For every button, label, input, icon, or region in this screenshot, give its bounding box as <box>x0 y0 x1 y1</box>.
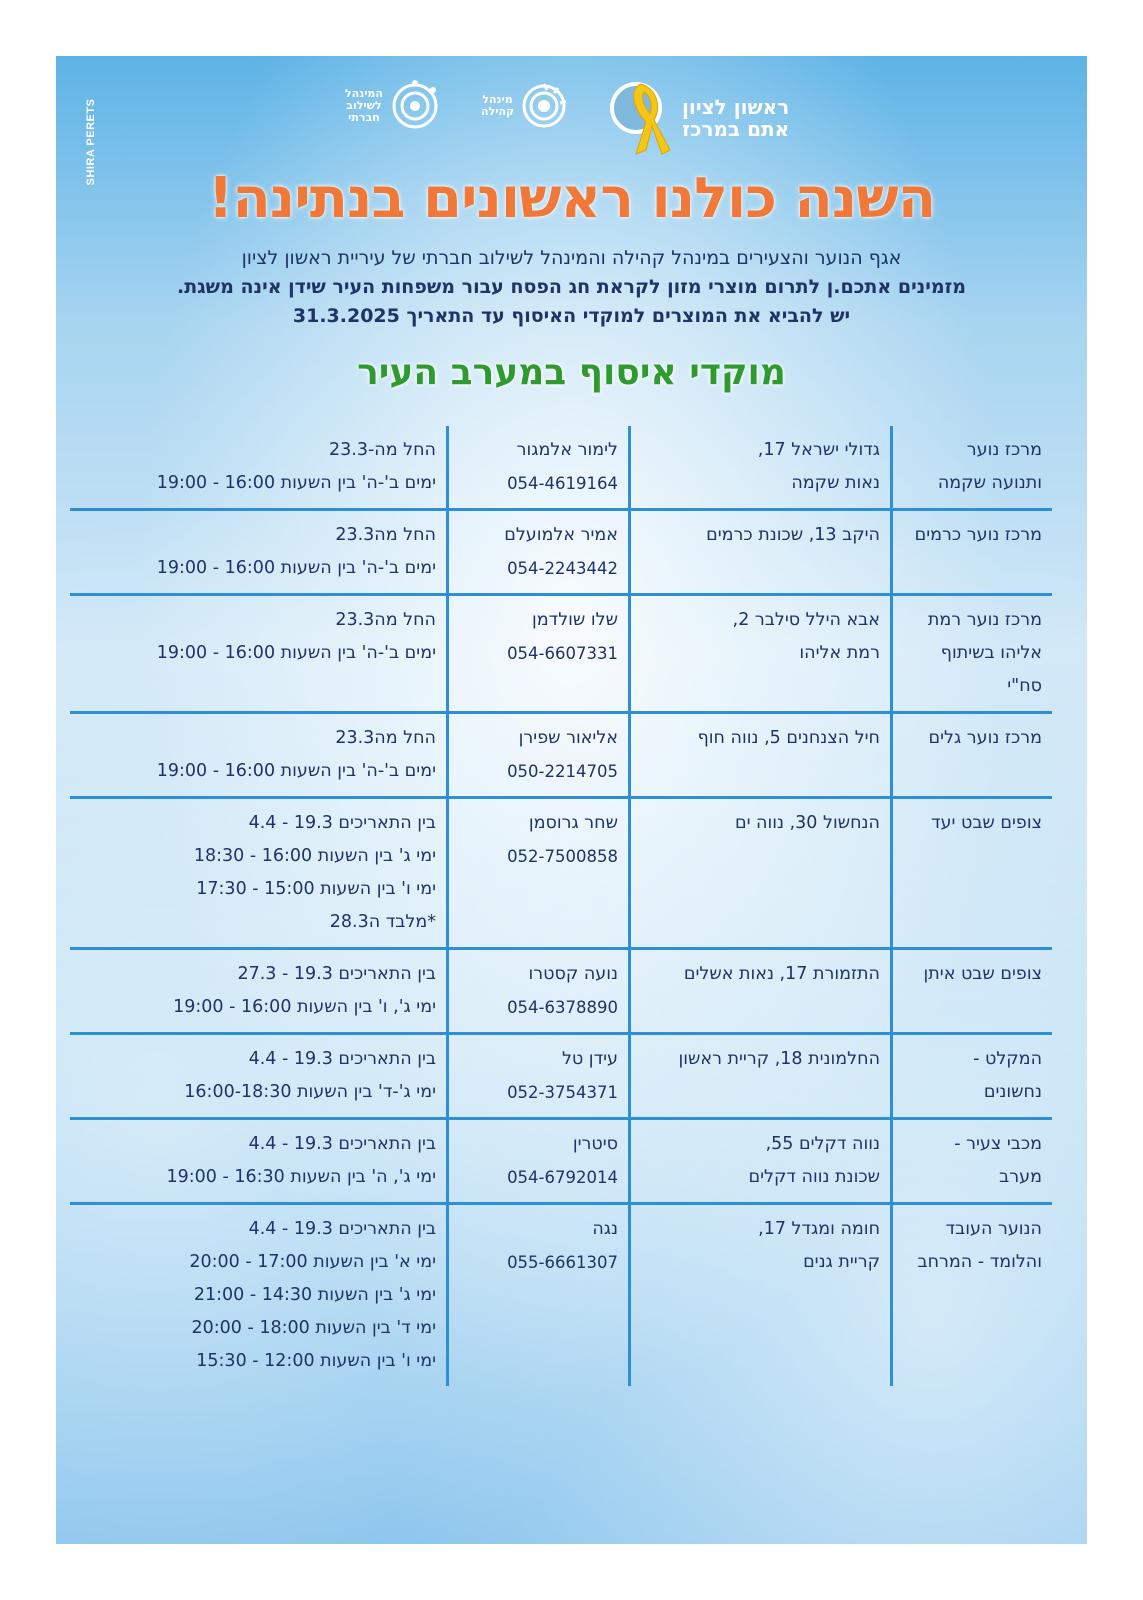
intro-line-3: יש להביא את המוצרים למוקדי האיסוף עד התאריך 31.3.2025 <box>292 305 851 327</box>
table-row <box>70 950 1052 1035</box>
contact-phone: 054-6792014 <box>507 1168 618 1187</box>
community-admin-logo <box>481 82 568 130</box>
hours-line: ימי ו' בין השעות 15:00 - 17:30 <box>196 879 436 899</box>
contact-name: שחר גרוסמן <box>528 813 618 833</box>
table-row <box>70 714 1052 799</box>
credit-text: SHIRA PERETS <box>85 98 97 186</box>
hours-cell <box>70 1205 446 1386</box>
hours-line: *מלבד ה28.3 <box>329 912 436 932</box>
swirl-icon <box>389 80 441 132</box>
contact-phone: 050-2214705 <box>507 762 618 781</box>
address-cell: היקב 13, שכונת כרמים <box>628 511 890 593</box>
intro-line-2: מזמינים אתכם.ן לתרום מוצרי מזון לקראת חג הפסח עבור משפחות העיר שידן אינה משגת. <box>176 276 966 298</box>
hours-cell <box>70 714 446 796</box>
yellow-ribbon-icon <box>606 80 676 156</box>
contact-cell <box>446 714 628 796</box>
hours-line: ימי ד' בין השעות 18:00 - 20:00 <box>191 1318 436 1338</box>
hours-line: ימי ג', ה' בין השעות 16:30 - 19:00 <box>166 1167 436 1187</box>
table-row <box>70 1120 1052 1205</box>
contact-name: שלו שולדמן <box>532 610 618 630</box>
headline: השנה כולנו ראשונים בנתינה! <box>207 166 936 231</box>
hours-line: בין התאריכים 19.3 - 4.4 <box>248 1049 436 1069</box>
hours-line: החל מה23.3 <box>335 610 436 630</box>
contact-phone: 052-7500858 <box>507 847 618 866</box>
hours-line: החל מה23.3 <box>335 728 436 748</box>
hours-line: ימים ב'-ה' בין השעות 16:00 - 19:00 <box>156 558 436 578</box>
place-cell: מרכז נוער רמת אליהו בשיתוף סח"י <box>890 596 1052 711</box>
hours-cell <box>70 1035 446 1117</box>
hours-cell <box>70 426 446 508</box>
hours-cell <box>70 799 446 947</box>
hours-cell <box>70 950 446 1032</box>
table-row <box>70 1205 1052 1386</box>
place-cell: המקלט - נחשונים <box>890 1035 1052 1117</box>
table-row <box>70 1035 1052 1120</box>
table-row <box>70 596 1052 714</box>
contact-name: נועה קסטרו <box>528 964 618 984</box>
contact-cell <box>446 1120 628 1202</box>
place-cell: הנוער העובד והלומד - המרחב <box>890 1205 1052 1386</box>
table-row <box>70 799 1052 950</box>
table-row <box>70 511 1052 596</box>
social-integration-logo <box>345 80 441 132</box>
contact-name: לימור אלמגור <box>516 440 618 460</box>
contact-cell <box>446 596 628 711</box>
address-cell: חומה ומגדל 17, קריית גנים <box>628 1205 890 1386</box>
hours-line: בין התאריכים 19.3 - 4.4 <box>248 1134 436 1154</box>
address-cell: התזמורת 17, נאות אשלים <box>628 950 890 1032</box>
place-cell: מרכז נוער כרמים <box>890 511 1052 593</box>
address-cell: חיל הצנחנים 5, נווה חוף <box>628 714 890 796</box>
contact-cell <box>446 950 628 1032</box>
hours-cell <box>70 1120 446 1202</box>
place-cell: צופים שבט יעד <box>890 799 1052 947</box>
address-cell: החלמונית 18, קריית ראשון <box>628 1035 890 1117</box>
hours-cell <box>70 596 446 711</box>
contact-phone: 052-3754371 <box>507 1083 618 1102</box>
address-cell: גדולי ישראל 17, נאות שקמה <box>628 426 890 508</box>
hours-line: ימים ב'-ה' בין השעות 16:00 - 19:00 <box>156 473 436 493</box>
hours-line: ימי א' בין השעות 17:00 - 20:00 <box>189 1252 436 1272</box>
contact-name: סיטרין <box>572 1134 618 1154</box>
contact-name: נגה <box>592 1219 618 1239</box>
hours-line: בין התאריכים 19.3 - 27.3 <box>237 964 436 984</box>
contact-cell <box>446 799 628 947</box>
contact-cell <box>446 426 628 508</box>
social-logo-text: המינהל לשילוב חברתי <box>345 87 383 124</box>
contact-phone: 054-6378890 <box>507 998 618 1017</box>
hours-line: ימי ג' בין השעות 14:30 - 21:00 <box>193 1285 436 1305</box>
address-cell: נווה דקלים 55, שכונת נווה דקלים <box>628 1120 890 1202</box>
contact-phone: 055-6661307 <box>507 1253 618 1272</box>
table-row <box>70 426 1052 511</box>
contact-name: אליאור שפירן <box>518 728 618 748</box>
contact-phone: 054-4619164 <box>507 474 618 493</box>
place-cell: מרכז נוער גלים <box>890 714 1052 796</box>
contact-phone: 054-6607331 <box>507 644 618 663</box>
contact-cell <box>446 1035 628 1117</box>
hours-line: החל מה-23.3 <box>329 440 436 460</box>
spiral-icon <box>520 82 568 130</box>
hours-line: ימים ב'-ה' בין השעות 16:00 - 19:00 <box>156 761 436 781</box>
contact-cell <box>446 511 628 593</box>
hours-line: בין התאריכים 19.3 - 4.4 <box>248 1219 436 1239</box>
hours-line: ימים ב'-ה' בין השעות 16:00 - 19:00 <box>156 643 436 663</box>
place-cell: צופים שבט איתן <box>890 950 1052 1032</box>
collection-points-heading: מוקדי איסוף במערב העיר <box>357 352 786 393</box>
place-cell: מרכז נוער ותנועה שקמה <box>890 426 1052 508</box>
rishon-logo-text: ראשון לציון אתם במרכז <box>682 95 790 141</box>
hours-line: ימי ג'-ד' בין השעות 16:00-18:30 <box>184 1082 436 1102</box>
hours-line: ימי ו' בין השעות 12:00 - 15:30 <box>196 1351 436 1371</box>
hours-line: ימי ג', ו' בין השעות 16:00 - 19:00 <box>173 997 436 1017</box>
hours-line: החל מה23.3 <box>335 525 436 545</box>
address-cell: הנחשול 30, נווה ים <box>628 799 890 947</box>
intro-line-1: אגף הנוער והצעירים במינהל קהילה והמינהל לשילוב חברתי של עיריית ראשון לציון <box>241 247 902 269</box>
hours-line: ימי ג' בין השעות 16:00 - 18:30 <box>193 846 436 866</box>
contact-name: עידן טל <box>561 1049 618 1069</box>
place-cell: מכבי צעיר - מערב <box>890 1120 1052 1202</box>
contact-phone: 054-2243442 <box>507 559 618 578</box>
hours-line: בין התאריכים 19.3 - 4.4 <box>248 813 436 833</box>
community-logo-text: מינהל קהילה <box>481 93 515 118</box>
rishon-lezion-logo <box>606 80 789 156</box>
contact-cell <box>446 1205 628 1386</box>
collection-points-table <box>70 426 1052 1386</box>
hours-cell <box>70 511 446 593</box>
poster <box>56 56 1087 1544</box>
contact-name: אמיר אלמועלם <box>504 525 618 545</box>
address-cell: אבא הילל סילבר 2, רמת אליהו <box>628 596 890 711</box>
